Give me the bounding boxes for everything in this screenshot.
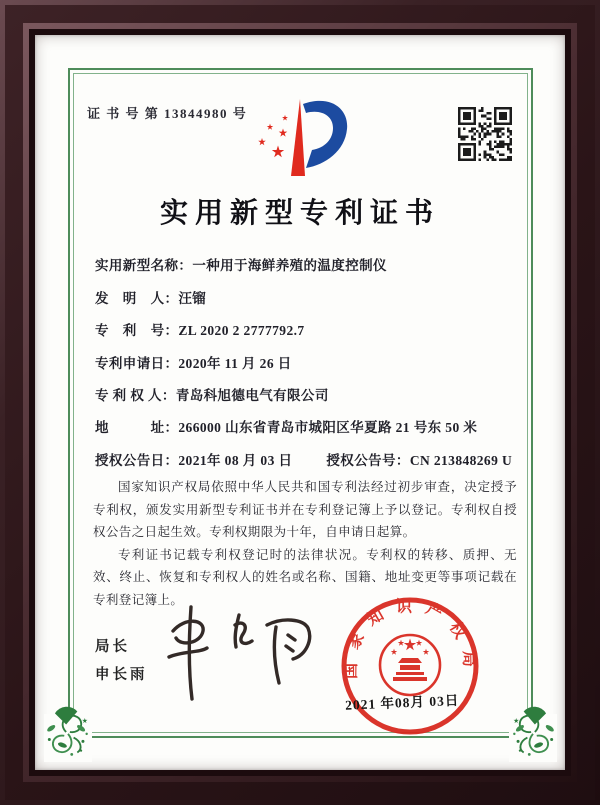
commissioner-signature [147, 595, 327, 707]
certificate-title: 实用新型专利证书 [159, 198, 440, 229]
field-address [95, 416, 477, 436]
field-label: 地 址： [95, 420, 179, 435]
qr-code [458, 107, 512, 161]
field-patentee [95, 384, 329, 404]
certificate-number: 证 书 号 第 13844980 号 [87, 106, 248, 121]
floral-ornament-icon [505, 704, 561, 760]
official-seal [335, 591, 485, 741]
field-value: ZL 2020 2 2777792.7 [178, 323, 305, 338]
field-inventor [95, 287, 206, 307]
field-label: 专 利 号： [95, 323, 179, 338]
field-grant-announcement [95, 449, 512, 469]
cnipa-logo-icon [248, 95, 350, 181]
field-value: 汪镏 [178, 291, 207, 306]
seal-date: 2021 年08月 03日 [344, 692, 460, 713]
legal-paragraph: 专利证书记载专利权登记时的法律状况。专利权的转移、质押、无效、终止、恢复和专利权人的姓名或名称、国籍、地址变更等事项记载在专利登记簿上。 [93, 547, 517, 607]
field-label: 专 利 权 人： [95, 388, 176, 403]
field-value: 一种用于海鲜养殖的温度控制仪 [192, 258, 387, 273]
field-label: 实用新型名称： [95, 258, 193, 273]
floral-ornament-icon [40, 704, 96, 760]
field-filing-date [95, 352, 292, 372]
field-value: 青岛科旭德电气有限公司 [175, 388, 329, 403]
certificate-paper [35, 35, 565, 770]
legal-paragraph: 国家知识产权局依照中华人民共和国专利法经过初步审查，决定授予专利权，颁发实用新型专利证书并在专利登记簿上予以登记。专利权自授权公告之日起生效。专利权期限为十年，自申请日起算。 [93, 480, 517, 539]
national-emblem-icon [380, 635, 440, 695]
field-patent-number [95, 319, 305, 339]
field-value: 266000 山东省青岛市城阳区华夏路 21 号东 50 米 [178, 420, 478, 435]
field-utility-model-name [95, 254, 387, 274]
grant-no-value: CN 213848269 U [409, 453, 513, 468]
grant-no-label: 授权公告号： [326, 453, 410, 468]
seal-ring-text: 国家知识产权局 [342, 598, 478, 680]
grant-date-value: 2021年 08 月 03 日 [178, 453, 293, 468]
field-label: 发 明 人： [95, 291, 179, 306]
grant-date-label: 授权公告日： [95, 453, 179, 468]
field-value: 2020年 11 月 26 日 [178, 356, 292, 371]
commissioner-name: 申长雨 [95, 667, 148, 683]
field-label: 专利申请日： [95, 356, 179, 371]
commissioner-title: 局长 [95, 639, 130, 655]
